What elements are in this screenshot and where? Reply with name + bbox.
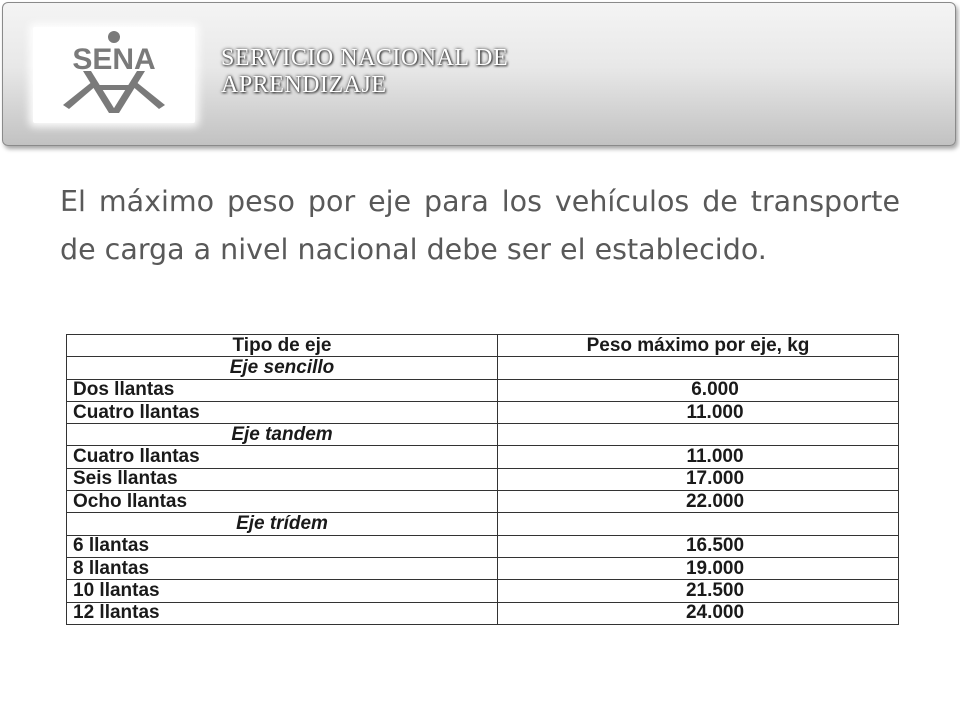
header-max-weight: Peso máximo por eje, kg <box>498 335 899 357</box>
axle-type-cell: Ocho llantas <box>67 491 498 513</box>
section-title: Eje sencillo <box>67 357 498 379</box>
axle-type-cell: 10 llantas <box>67 580 498 602</box>
section-row <box>67 357 899 379</box>
section-title: Eje tandem <box>67 424 498 446</box>
table-row <box>67 468 899 490</box>
table-row <box>67 491 899 513</box>
weight-cell: 11.000 <box>498 401 899 423</box>
organization-name <box>221 45 621 99</box>
table-row <box>67 446 899 468</box>
section-row <box>67 513 899 535</box>
section-title: Eje trídem <box>67 513 498 535</box>
table-row <box>67 557 899 579</box>
table-row <box>67 602 899 624</box>
axle-type-cell: 6 llantas <box>67 535 498 557</box>
axle-weight-table <box>66 334 899 625</box>
axle-type-cell: 12 llantas <box>67 602 498 624</box>
table-row <box>67 401 899 423</box>
weight-cell: 16.500 <box>498 535 899 557</box>
axle-type-cell: Seis llantas <box>67 468 498 490</box>
section-row <box>67 424 899 446</box>
table-row <box>67 535 899 557</box>
sena-logo-text: SENA <box>72 43 156 76</box>
axle-type-cell: Cuatro llantas <box>67 401 498 423</box>
weight-cell: 22.000 <box>498 491 899 513</box>
table-header-row <box>67 335 899 357</box>
sena-logo-icon <box>33 27 195 123</box>
sena-logo <box>33 27 195 123</box>
axle-type-cell: Dos llantas <box>67 379 498 401</box>
axle-type-cell: Cuatro llantas <box>67 446 498 468</box>
weight-cell: 24.000 <box>498 602 899 624</box>
weight-cell: 17.000 <box>498 468 899 490</box>
org-name-line1: SERVICIO NACIONAL DE <box>221 45 509 71</box>
table-row <box>67 580 899 602</box>
weight-cell: 19.000 <box>498 557 899 579</box>
intro-paragraph: El máximo peso por eje para los vehículos de transporte de carga a nivel nacional debe ser el establecido. <box>60 185 900 266</box>
weight-cell: 11.000 <box>498 446 899 468</box>
table-row <box>67 379 899 401</box>
header-axle-type: Tipo de eje <box>67 335 498 357</box>
org-name-line2: APRENDIZAJE <box>221 72 387 98</box>
weight-cell: 21.500 <box>498 580 899 602</box>
weight-cell: 6.000 <box>498 379 899 401</box>
axle-type-cell: 8 llantas <box>67 557 498 579</box>
header-banner <box>2 2 956 146</box>
